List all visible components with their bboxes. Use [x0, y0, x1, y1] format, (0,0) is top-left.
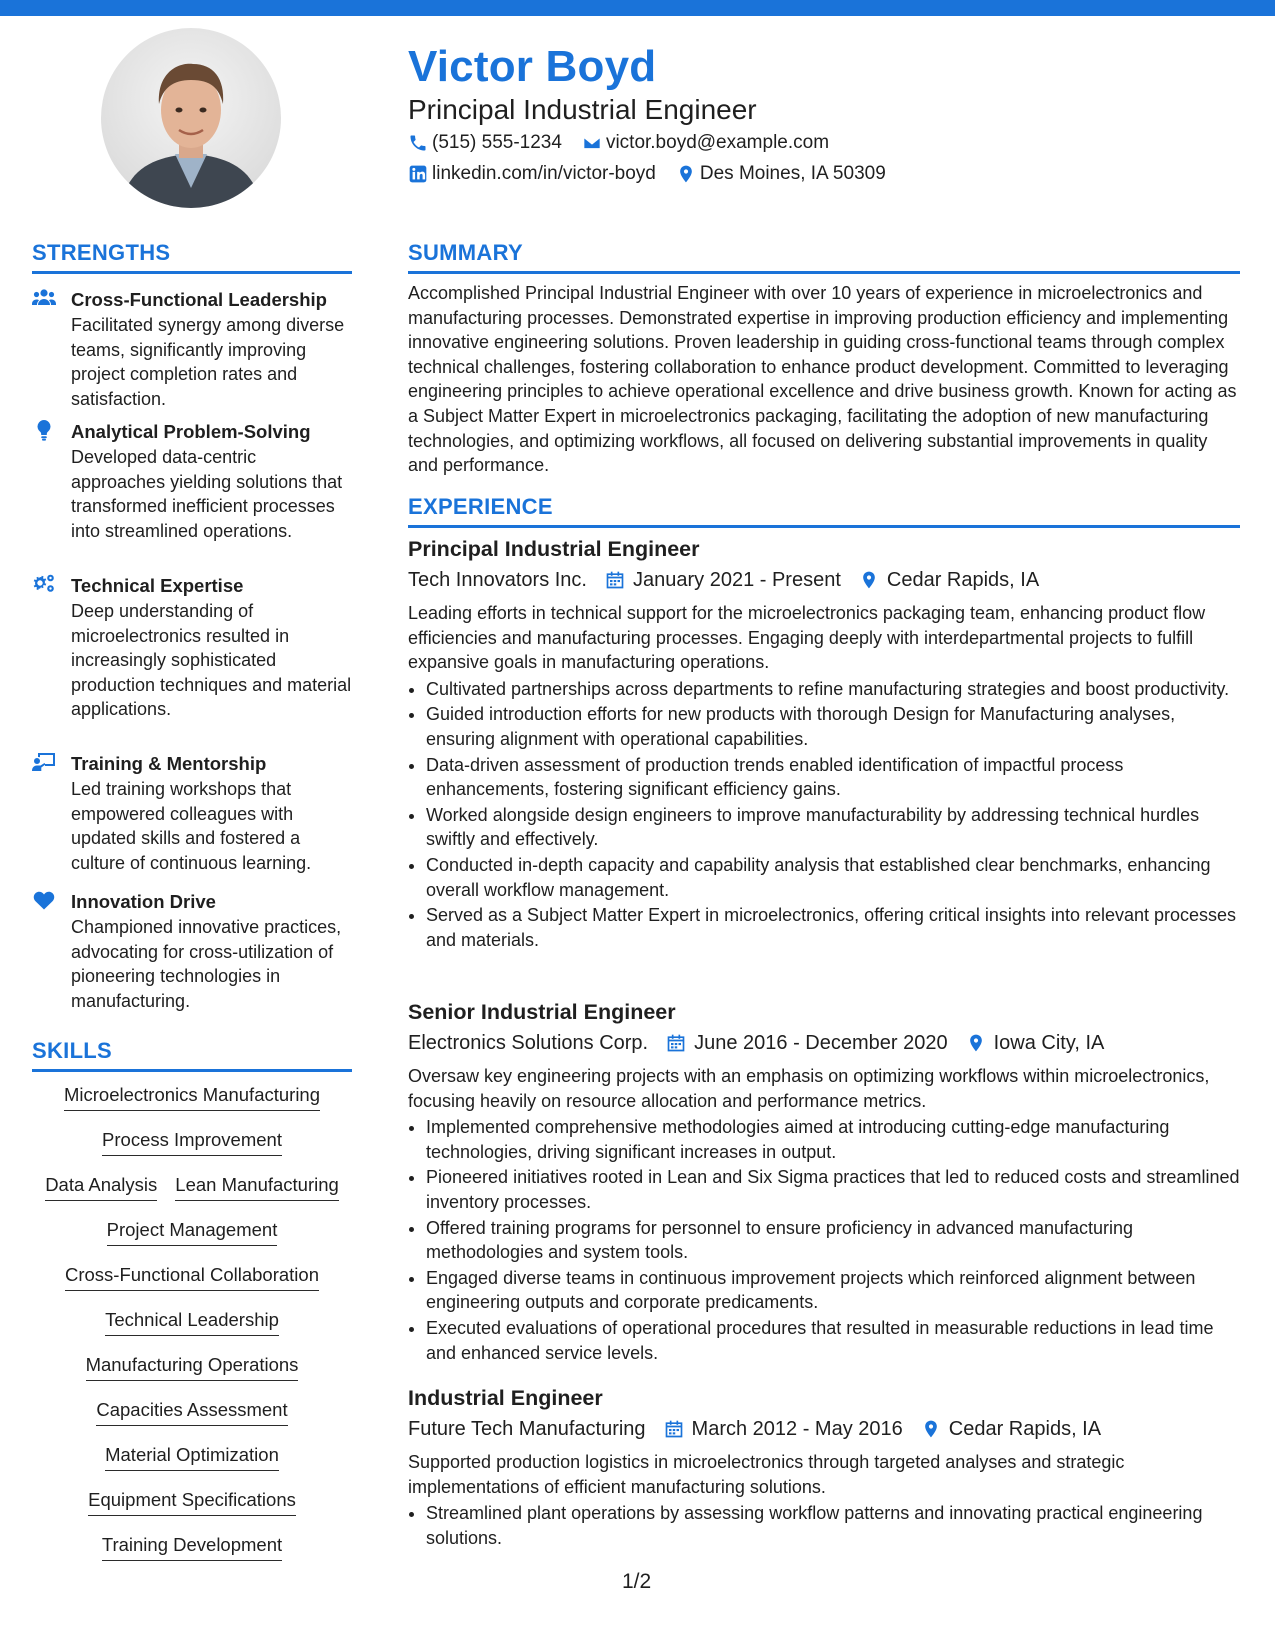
- job-bullet: • Guided introduction efforts for new products with thorough Design for Manufacturing analyses, ensuring alignment with operational capabilities.: [426, 702, 1240, 751]
- job-entry: [408, 1383, 1240, 1551]
- job-bullet: • Served as a Subject Matter Expert in microelectronics, offering critical insights into relevant processes and materials.: [426, 903, 1240, 952]
- job-bullet: • Cultivated partnerships across departments to refine manufacturing strategies and boost productivity.: [426, 677, 1240, 702]
- job-role: Industrial Engineer: [408, 1386, 603, 1410]
- skill-tag: Capacities Assessment: [96, 1397, 287, 1426]
- strength-title: Cross-Functional Leadership: [71, 289, 327, 310]
- job-bullet: • Data-driven assessment of production trends enabled identification of impactful process enhancements, fostering significant efficiency gains.: [426, 753, 1240, 802]
- skill-row: [32, 1127, 352, 1172]
- job-bullet: • Conducted in-depth capacity and capability analysis that established clear benchmarks, enhancing overall workflow management.: [426, 853, 1240, 902]
- skill-tag: Equipment Specifications: [88, 1487, 296, 1516]
- job-bullets: [408, 677, 1240, 953]
- strength-description: Championed innovative practices, advocating for cross-utilization of pioneering technologies in manufacturing.: [71, 917, 342, 1011]
- candidate-title: Principal Industrial Engineer: [408, 94, 757, 125]
- skill-row: [32, 1262, 352, 1307]
- strength-item: [32, 573, 352, 722]
- chalkboard-teacher-icon: [32, 751, 56, 773]
- job-entry: [408, 997, 1240, 1366]
- skill-tag: Technical Leadership: [105, 1307, 279, 1336]
- heart-icon: [32, 889, 56, 911]
- skill-row: [32, 1082, 352, 1127]
- calendar-icon: [666, 1033, 686, 1053]
- linkedin-text: linkedin.com/in/victor-boyd: [432, 163, 656, 184]
- strength-title: Training & Mentorship: [71, 753, 267, 774]
- job-bullet: • Offered training programs for personnel to ensure proficiency in advanced manufacturing methodologies and system tools.: [426, 1216, 1240, 1265]
- map-marker-icon: [859, 570, 879, 590]
- users-icon: [32, 287, 56, 309]
- skill-tag: Lean Manufacturing: [175, 1172, 339, 1201]
- job-meta: [408, 1028, 1240, 1058]
- skill-row: [32, 1442, 352, 1487]
- location-text: Des Moines, IA 50309: [699, 163, 886, 184]
- skill-tag: Data Analysis: [45, 1172, 157, 1201]
- strength-title: Innovation Drive: [71, 891, 216, 912]
- job-company: Future Tech Manufacturing: [408, 1418, 646, 1440]
- job-role: Senior Industrial Engineer: [408, 1000, 676, 1024]
- strength-description: Facilitated synergy among diverse teams, significantly improving project completion rates and satisfaction.: [71, 315, 345, 409]
- envelope-icon: [582, 133, 602, 153]
- gears-icon: [32, 573, 56, 595]
- skill-tag: Training Development: [102, 1532, 282, 1561]
- map-marker-icon: [921, 1419, 941, 1439]
- linkedin-icon: [408, 164, 428, 184]
- strength-item: [32, 287, 352, 411]
- job-bullet: • Engaged diverse teams in continuous improvement projects which reinforced alignment between engineering outputs and corporate predicaments.: [426, 1266, 1240, 1315]
- job-bullet: • Worked alongside design engineers to improve manufacturability by addressing technical hurdles swiftly and effectively.: [426, 803, 1240, 852]
- job-role: Principal Industrial Engineer: [408, 537, 700, 561]
- contact-row-2: [408, 163, 906, 185]
- skill-row: [32, 1487, 352, 1532]
- job-dates: January 2021 - Present: [632, 569, 841, 591]
- skill-tag: Project Management: [107, 1217, 278, 1246]
- job-dates: March 2012 - May 2016: [691, 1418, 903, 1440]
- calendar-icon: [664, 1419, 684, 1439]
- job-location: Cedar Rapids, IA: [886, 569, 1040, 591]
- skill-tag: Cross-Functional Collaboration: [65, 1262, 319, 1291]
- job-company: Electronics Solutions Corp.: [408, 1032, 649, 1054]
- phone-icon: [408, 133, 428, 153]
- strength-item: [32, 419, 352, 543]
- top-accent-bar: [0, 0, 1275, 16]
- strength-description: Developed data-centric approaches yielding solutions that transformed inefficient processes into streamlined operations.: [71, 447, 343, 541]
- job-bullets: [408, 1501, 1240, 1550]
- skill-row: [32, 1397, 352, 1442]
- job-location: Cedar Rapids, IA: [948, 1418, 1102, 1440]
- linkedin-contact[interactable]: [408, 163, 656, 185]
- job-description: Oversaw key engineering projects with an emphasis on optimizing workflows within microelectronics, focusing heavily on resource allocation and performance metrics.: [408, 1066, 1210, 1111]
- profile-photo: [101, 28, 281, 208]
- map-marker-icon: [966, 1033, 986, 1053]
- job-description: Leading efforts in technical support for the microelectronics packaging team, enhancing product flow efficiencies and manufacturing processes. Engaging deeply with interdepartmental projects to fulfill expansive goals in manufacturing operations.: [408, 603, 1206, 673]
- skill-row: [32, 1532, 352, 1577]
- skill-tag: Microelectronics Manufacturing: [64, 1082, 320, 1111]
- skill-tag: Material Optimization: [105, 1442, 279, 1471]
- job-meta: [408, 1414, 1240, 1444]
- skills-list: [32, 1082, 352, 1577]
- strengths-heading: STRENGTHS: [32, 240, 352, 274]
- job-bullet: • Implemented comprehensive methodologies aimed at introducing cutting-edge manufacturing technologies, driving significant increases in output.: [426, 1115, 1240, 1164]
- experience-heading: EXPERIENCE: [408, 494, 1240, 528]
- contact-row-1: [408, 132, 849, 154]
- job-bullet: • Pioneered initiatives rooted in Lean and Six Sigma practices that led to reduced costs and streamlined inventory processes.: [426, 1165, 1240, 1214]
- email-contact[interactable]: [582, 132, 829, 154]
- strength-description: Deep understanding of microelectronics resulted in increasingly sophisticated production techniques and material applications.: [71, 601, 352, 719]
- page-number: 1/2: [622, 1570, 652, 1593]
- summary-text: Accomplished Principal Industrial Engineer with over 10 years of experience in microelectronics and manufacturing processes. Demonstrated expertise in improving production efficiency and implementing innovative engineering solutions. Proven leadership in guiding cross-functional teams through complex technical challenges, fostering collaboration to enhance product development. Committed to leveraging engineering principles to achieve operational excellence and drive business growth. Known for acting as a Subject Matter Expert in microelectronics packaging, facilitating the adoption of new manufacturing technologies, and optimizing workflows, all focused on delivering substantial improvements in quality and performance.: [408, 283, 1237, 476]
- skill-tag: Manufacturing Operations: [86, 1352, 299, 1381]
- job-bullets: [408, 1115, 1240, 1365]
- map-marker-icon: [676, 164, 696, 184]
- skill-row: [32, 1172, 352, 1217]
- job-dates: June 2016 - December 2020: [694, 1032, 948, 1054]
- strength-item: [32, 889, 352, 1013]
- job-bullet: • Executed evaluations of operational procedures that resulted in measurable reductions in lead time and enhanced service levels.: [426, 1316, 1240, 1365]
- job-location: Iowa City, IA: [993, 1032, 1105, 1054]
- skill-tag: Process Improvement: [102, 1127, 282, 1156]
- summary-heading: SUMMARY: [408, 240, 1240, 274]
- phone-text: (515) 555-1234: [432, 132, 562, 153]
- strength-description: Led training workshops that empowered colleagues with updated skills and fostered a culture of continuous learning.: [71, 779, 312, 873]
- strength-title: Technical Expertise: [71, 575, 244, 596]
- strength-title: Analytical Problem-Solving: [71, 421, 311, 442]
- job-bullet: • Streamlined plant operations by assessing workflow patterns and innovating practical engineering solutions.: [426, 1501, 1240, 1550]
- location-contact: [676, 163, 886, 185]
- job-meta: [408, 565, 1240, 595]
- skill-row: [32, 1307, 352, 1352]
- email-text: victor.boyd@example.com: [605, 132, 830, 153]
- strength-item: [32, 751, 352, 875]
- job-description: Supported production logistics in microelectronics through targeted analyses and strategic implementations of efficient manufacturing solutions.: [408, 1452, 1125, 1497]
- skill-row: [32, 1217, 352, 1262]
- skills-heading: SKILLS: [32, 1038, 352, 1072]
- job-company: Tech Innovators Inc.: [408, 569, 587, 591]
- candidate-name: Victor Boyd: [408, 42, 657, 91]
- lightbulb-icon: [32, 419, 56, 441]
- phone-contact[interactable]: [408, 132, 562, 154]
- calendar-icon: [605, 570, 625, 590]
- skill-row: [32, 1352, 352, 1397]
- job-entry: [408, 534, 1240, 953]
